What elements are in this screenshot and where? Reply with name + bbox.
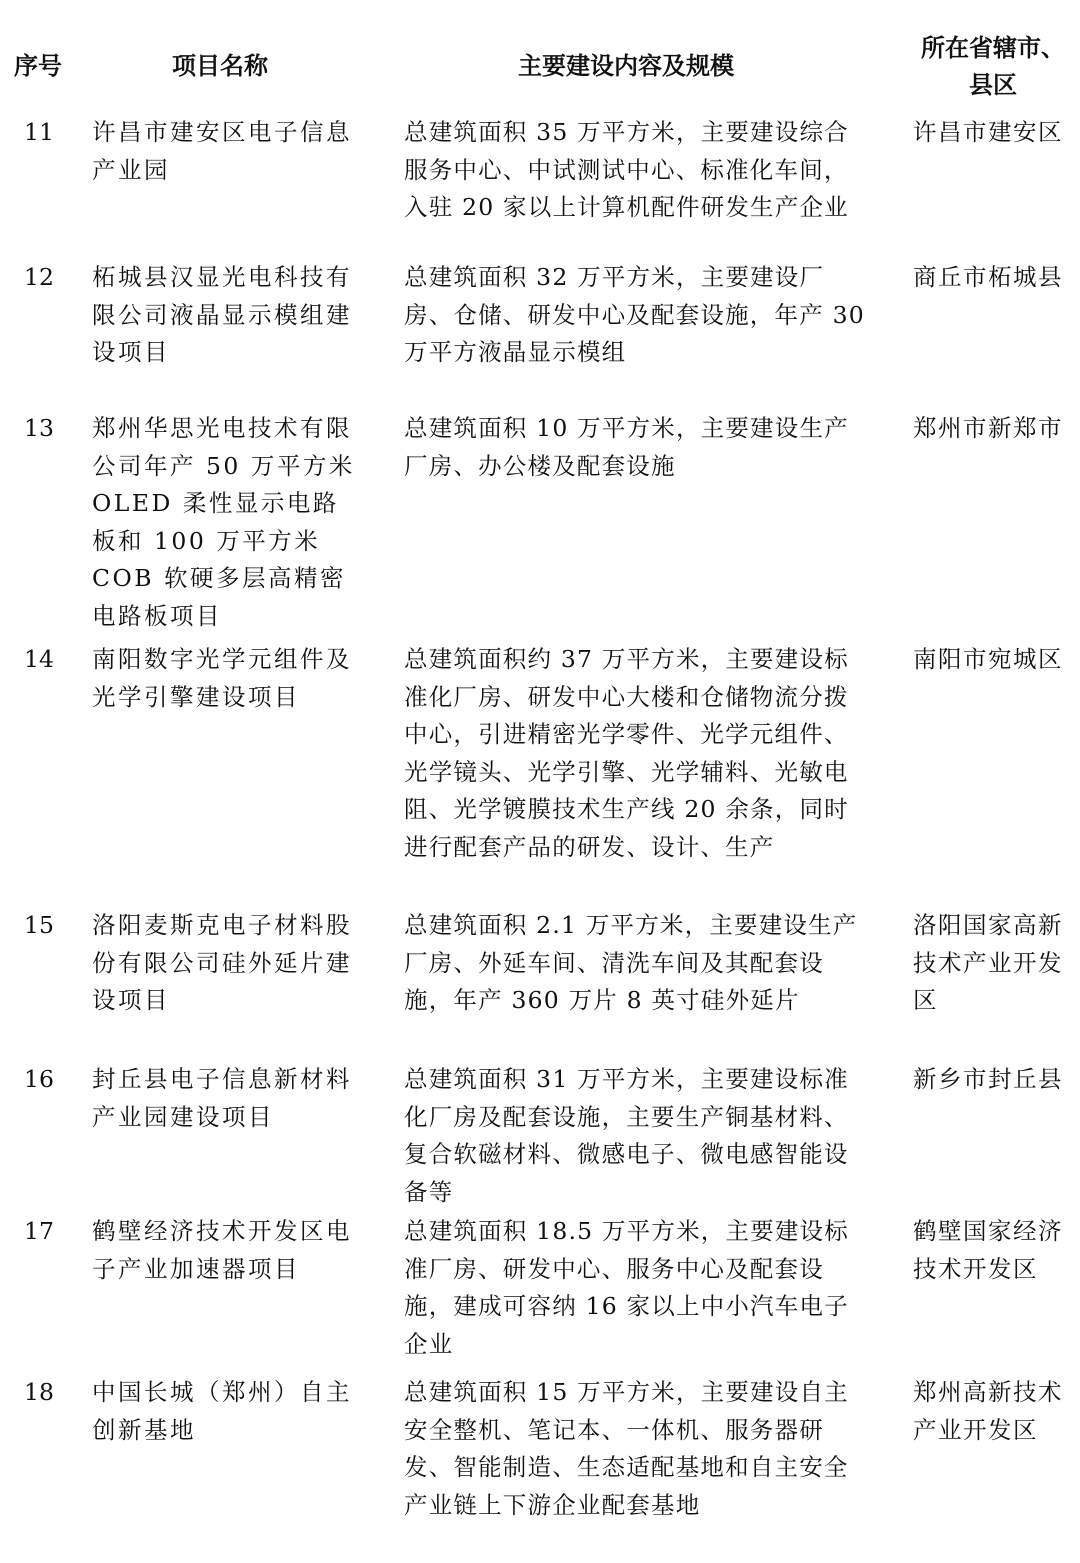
row-14-location: 南阳市宛城区 xyxy=(913,645,1063,673)
row-15-content: 总建筑面积 2.1 万平方米，主要建设生产厂房、外延车间、清洗车间及其配套设施，年产 360 万片 8 英寸硅外延片 xyxy=(404,911,858,1014)
row-16-no: 16 xyxy=(24,1065,54,1093)
header-name: 项目名称 xyxy=(172,52,268,80)
row-15-name: 洛阳麦斯克电子材料股份有限公司硅外延片建设项目 xyxy=(92,911,352,1014)
row-13-content: 总建筑面积 10 万平方米，主要建设生产厂房、办公楼及配套设施 xyxy=(404,414,849,480)
row-14-no: 14 xyxy=(24,645,54,673)
row-17-content: 总建筑面积 18.5 万平方米，主要建设标准厂房、研发中心、服务中心及配套设施，建成可容纳 16 家以上中小汽车电子企业 xyxy=(404,1217,849,1358)
row-13-location: 郑州市新郑市 xyxy=(913,414,1063,442)
row-12-no: 12 xyxy=(24,263,54,291)
row-11-no: 11 xyxy=(24,118,54,146)
row-16-content: 总建筑面积 31 万平方米，主要建设标准化厂房及配套设施，主要生产铜基材料、复合软磁材料、微感电子、微电感智能设备等 xyxy=(404,1065,849,1206)
row-12-name: 柘城县汉显光电科技有限公司液晶显示模组建设项目 xyxy=(92,263,352,366)
row-11-location: 许昌市建安区 xyxy=(913,118,1063,146)
row-14-name: 南阳数字光学元组件及光学引擎建设项目 xyxy=(92,645,352,711)
row-12-content: 总建筑面积 32 万平方米，主要建设厂房、仓储、研发中心及配套设施，年产 30 万平方液晶显示模组 xyxy=(404,263,865,366)
header-content: 主要建设内容及规模 xyxy=(518,52,734,80)
row-15-location: 洛阳国家高新技术产业开发区 xyxy=(913,911,1063,1014)
header-location: 所在省辖市、 县区 xyxy=(921,34,1065,99)
header-no: 序号 xyxy=(14,52,62,80)
row-18-no: 18 xyxy=(24,1378,54,1406)
row-18-name: 中国长城（郑州）自主创新基地 xyxy=(92,1378,352,1444)
row-17-no: 17 xyxy=(24,1217,54,1245)
row-14-content: 总建筑面积约 37 万平方米，主要建设标准化厂房、研发中心大楼和仓储物流分拨中心，引进精密光学零件、光学元组件、光学镜头、光学引擎、光学辅料、光敏电阻、光学镀膜技术生产线 20 余条，同时进行配套产品的研发、设计、生产 xyxy=(404,645,849,861)
row-18-location: 郑州高新技术产业开发区 xyxy=(913,1378,1063,1444)
row-13-name: 郑州华思光电技术有限公司年产 50 万平方米 OLED 柔性显示电路板和 100 万平方米 COB 软硬多层高精密电路板项目 xyxy=(92,414,355,630)
row-16-name: 封丘县电子信息新材料产业园建设项目 xyxy=(92,1065,352,1131)
row-17-location: 鹤壁国家经济技术开发区 xyxy=(913,1217,1063,1283)
row-17-name: 鹤壁经济技术开发区电子产业加速器项目 xyxy=(92,1217,352,1283)
row-13-no: 13 xyxy=(24,414,54,442)
row-11-content: 总建筑面积 35 万平方米，主要建设综合服务中心、中试测试中心、标准化车间，入驻 20 家以上计算机配件研发生产企业 xyxy=(404,118,849,221)
row-15-no: 15 xyxy=(24,911,54,939)
row-18-content: 总建筑面积 15 万平方米，主要建设自主安全整机、笔记本、一体机、服务器研发、智能制造、生态适配基地和自主安全产业链上下游企业配套基地 xyxy=(404,1378,849,1519)
row-16-location: 新乡市封丘县 xyxy=(913,1065,1063,1093)
row-11-name: 许昌市建安区电子信息产业园 xyxy=(92,118,352,184)
row-12-location: 商丘市柘城县 xyxy=(913,263,1063,291)
